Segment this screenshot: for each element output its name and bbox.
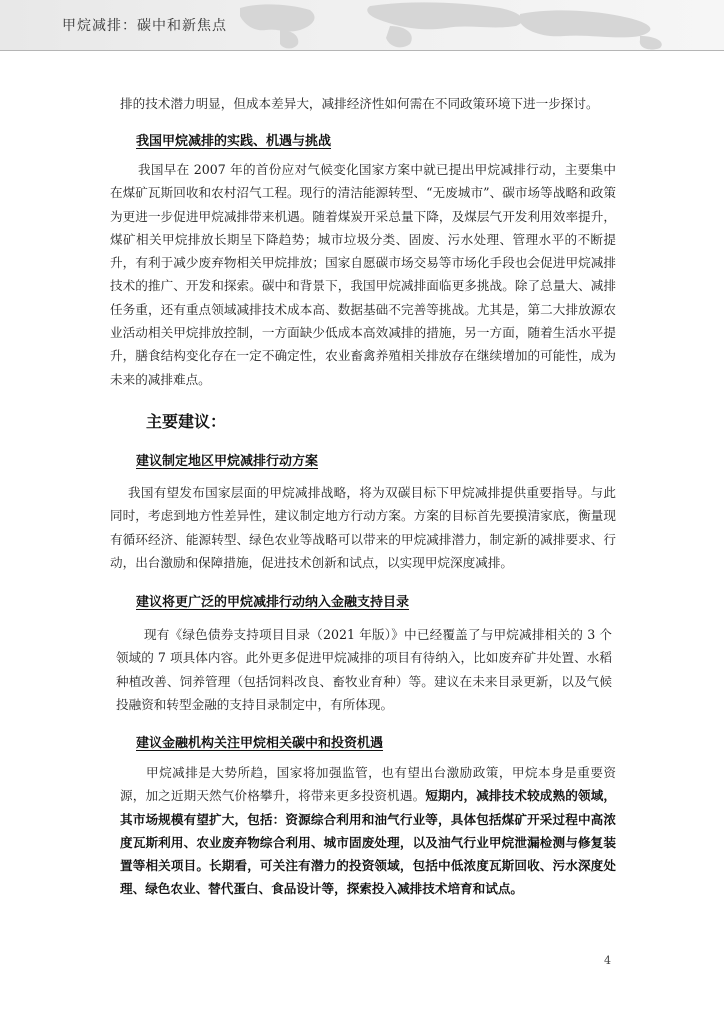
section-heading-practice: 我国甲烷减排的实践、机遇与挑战 [136, 134, 332, 149]
suggestion-paragraph-finance-catalog: 现有《绿色债券支持项目目录（2021 年版）》中已经覆盖了与甲烷减排相关的 3 个领域的 7 项具体内容。此外更多促进甲烷减排的项目有待纳入，比如废弃矿井处置、水稻种植改善、饲养管理（包括饲料改良、畜牧业育种）等。建议在未来目录更新，以及气候投融资和转型金融的支持目录制定中，有所体现。 [116, 627, 612, 712]
suggestion-heading-finance-catalog: 建议将更广泛的甲烷减排行动纳入金融支持目录 [136, 595, 410, 610]
investment-paragraph-bold-text: 短期内，减排技术较成熟的领域，其市场规模有望扩大，包括：资源综合利用和油气行业等，具体包括煤矿开采过程中高浓度瓦斯利用、农业废弃物综合利用、城市固废处理，以及油气行业甲烷泄漏检测与修复装置等相关项目。长期看，可关注有潜力的投资领域，包括中低浓度瓦斯回收、污水深度处理、绿色农业、替代蛋白、食品设计等，探索投入减排技术培育和试点。 [120, 788, 617, 897]
world-map-watermark [220, 0, 724, 50]
main-suggestions-heading: 主要建议： [146, 412, 227, 431]
intro-tail-paragraph: 排的技术潜力明显，但成本差异大，减排经济性如何需在不同政策环境下进一步探讨。 [120, 96, 599, 111]
suggestion-paragraph-investment [120, 761, 616, 901]
section-paragraph-practice: 我国早在 2007 年的首份应对气候变化国家方案中就已提出甲烷减排行动，主要集中在煤矿瓦斯回收和农村沼气工程。现行的清洁能源转型、“无废城市”、碳市场等战略和政策为更进一步促进甲烷减排带来机遇。随着煤炭开采总量下降，及煤层气开发利用效率提升，煤矿相关甲烷排放长期呈下降趋势；城市垃圾分类、固废、污水处理、管理水平的不断提升，有利于减少废弃物相关甲烷排放；国家自愿碳市场交易等市场化手段也会促进甲烷减排技术的推广、开发和探索。碳中和背景下，我国甲烷减排面临更多挑战。除了总量大、减排任务重，还有重点领域减排技术成本高、数据基础不完善等挑战。尤其是，第二大排放源农业活动相关甲烷排放控制，一方面缺少低成本高效减排的措施，另一方面，随着生活水平提升，膳食结构变化存在一定不确定性，农业畜禽养殖相关排放存在继续增加的可能性，成为未来的减排难点。 [110, 162, 616, 387]
suggestion-paragraph-regional-plan: 我国有望发布国家层面的甲烷减排战略，将为双碳目标下甲烷减排提供重要指导。与此同时，考虑到地方性差异性，建议制定地方行动方案。方案的目标首先要摸清家底，衡量现有循环经济、能源转型、绿色农业等战略可以带来的甲烷减排潜力，制定新的减排要求、行动，出台激励和保障措施，促进技术创新和试点，以实现甲烷深度减排。 [110, 485, 616, 570]
header-title: 甲烷减排：碳中和新焦点 [62, 18, 227, 34]
suggestion-heading-investment: 建议金融机构关注甲烷相关碳中和投资机遇 [136, 736, 384, 751]
investment-paragraph-plain-text: 甲烷减排是大势所趋，国家将加强监管，也有望出台激励政策，甲烷本身是重要资源，加之近期天然气价格攀升，将带来更多投资机遇。 [120, 765, 616, 804]
page-header [0, 0, 724, 51]
page-number: 4 [604, 954, 611, 967]
suggestion-heading-regional-plan: 建议制定地区甲烷减排行动方案 [136, 454, 319, 469]
